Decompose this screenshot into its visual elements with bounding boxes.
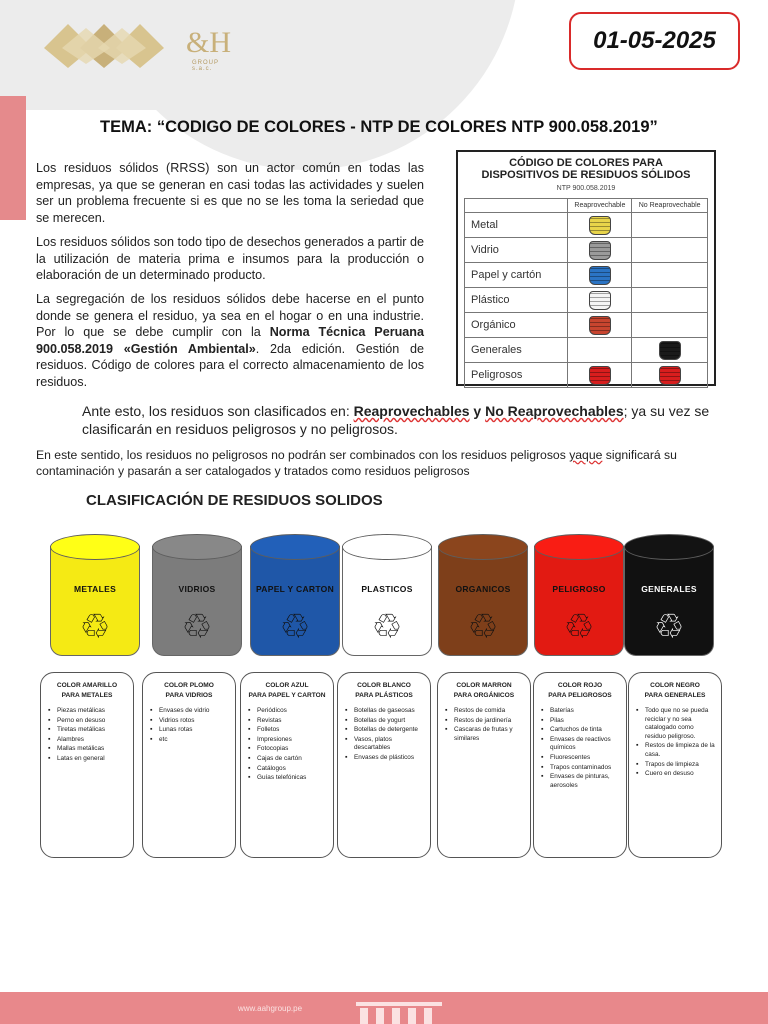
color-table-row	[465, 338, 708, 363]
bin-label: PLASTICOS	[361, 584, 413, 594]
bin-lid	[250, 534, 340, 560]
waste-type-label: Peligrosos	[465, 363, 568, 388]
recycle-icon: ♲	[79, 608, 111, 646]
list-item: ▪ Trapos contaminados	[539, 764, 621, 773]
bin-lid	[534, 534, 624, 560]
card-category-heading: PARA PELIGROSOS	[548, 692, 612, 699]
waste-info-card	[533, 672, 627, 858]
header-no-reaprovechable: No Reaprovechable	[632, 199, 708, 213]
color-table-subtitle: NTP 900.058.2019	[556, 185, 616, 192]
recycle-icon: ♲	[279, 608, 311, 646]
list-item: ▪ Restos de jardinería	[443, 717, 525, 726]
list-item: ▪ Vasos, platos descartables	[343, 736, 425, 753]
waste-bin	[438, 534, 528, 662]
list-item: ▪ Mallas metálicas	[46, 745, 128, 754]
footer-website: www.aahgroup.pe	[238, 1004, 303, 1013]
logo-subtext: GROUP s.a.c.	[192, 60, 219, 72]
color-table-row	[465, 288, 708, 313]
list-item: ▪ Folletos	[246, 726, 328, 735]
logo-text: &H	[186, 26, 231, 59]
color-table-row	[465, 363, 708, 388]
card-category-heading: PARA METALES	[61, 692, 113, 699]
list-item: ▪ Restos de limpieza de la casa.	[634, 742, 716, 759]
color-table-row	[465, 313, 708, 338]
card-category-heading: PARA PAPEL Y CARTON	[248, 692, 326, 699]
waste-bin	[534, 534, 624, 662]
bin-label: PAPEL Y CARTON	[255, 584, 335, 594]
list-item: ▪ Pilas	[539, 717, 621, 726]
list-item: ▪ Tiretas metálicas	[46, 726, 128, 735]
list-item: ▪ Botellas de detergente	[343, 726, 425, 735]
card-category-heading: PARA ORGÁNICOS	[453, 692, 515, 699]
list-item: ▪ Cuero en desuso	[634, 770, 716, 779]
bin-label: ORGANICOS	[455, 584, 511, 594]
recycle-icon: ♲	[371, 608, 403, 646]
bin-swatch-icon	[589, 241, 611, 260]
list-item: ▪ etc	[148, 736, 230, 745]
waste-info-card	[337, 672, 431, 858]
card-category-heading: PARA PLÁSTICOS	[355, 692, 413, 699]
bin-lid	[342, 534, 432, 560]
card-color-heading: COLOR PLOMO	[164, 682, 214, 689]
list-item: ▪ Cajas de cartón	[246, 755, 328, 764]
color-table-title-line1: CÓDIGO DE COLORES PARA	[509, 157, 663, 169]
color-table-title	[458, 157, 714, 181]
card-color-heading: COLOR BLANCO	[357, 682, 411, 689]
list-item: ▪ Cartuchos de tinta	[539, 726, 621, 735]
waste-info-card	[40, 672, 134, 858]
waste-bin	[50, 534, 140, 662]
bin-lid	[152, 534, 242, 560]
card-item-list	[46, 707, 128, 764]
list-item: ▪ Alambres	[46, 736, 128, 745]
waste-bin	[342, 534, 432, 662]
bin-label: PELIGROSO	[552, 584, 606, 594]
logo-diamonds-icon	[40, 12, 180, 68]
bin-swatch-icon	[589, 291, 611, 310]
bin-lid	[438, 534, 528, 560]
list-item: ▪ Revistas	[246, 717, 328, 726]
list-item: ▪ Envases de pinturas, aerosoles	[539, 773, 621, 790]
list-item: ▪ Trapos de limpieza	[634, 761, 716, 770]
list-item: ▪ Fotocopias	[246, 745, 328, 754]
paragraph-hazard	[36, 447, 736, 479]
classification-text-c: y	[469, 403, 486, 419]
waste-type-label: Orgánico	[465, 313, 568, 338]
color-table-row	[465, 213, 708, 238]
list-item: ▪ Lunas rotas	[148, 726, 230, 735]
list-item: ▪ Vidrios rotos	[148, 717, 230, 726]
waste-type-label: Vidrio	[465, 238, 568, 263]
waste-type-label: Metal	[465, 213, 568, 238]
list-item: ▪ Restos de comida	[443, 707, 525, 716]
date-text: 01-05-2025	[593, 27, 716, 54]
bin-swatch-icon	[659, 341, 681, 360]
waste-type-label: Plástico	[465, 288, 568, 313]
list-item: ▪ Envases de vidrio	[148, 707, 230, 716]
paragraph-definition: Los residuos sólidos son todo tipo de desechos generados a partir de la utilización de materia prima e insumos para la producción o elaboración de un determinado producto.	[36, 235, 424, 283]
waste-info-card	[437, 672, 531, 858]
recycle-icon: ♲	[467, 608, 499, 646]
bin-label: METALES	[73, 584, 117, 594]
list-item: ▪ Latas en general	[46, 755, 128, 764]
paragraph-intro: Los residuos sólidos (RRSS) son un actor común en todas las empresas, ya que se generan en casi todas las actividades y suelen ser un problema frecuente si es que no se les toma la seriedad que se merecen.	[36, 161, 424, 225]
classification-text-e: ; ya su vez se clasificarán en residuos peligrosos y no peligrosos.	[82, 403, 710, 437]
topic-title: TEMA: “CODIGO DE COLORES - NTP DE COLORES NTP 900.058.2019”	[100, 118, 658, 136]
recycle-icon: ♲	[653, 608, 685, 646]
reaprovechables-text: Reaprovechables	[353, 403, 470, 419]
building-columns-icon	[352, 996, 446, 1024]
bin-label: GENERALES	[641, 584, 697, 594]
paragraph-classification	[82, 402, 722, 438]
list-item: ▪ Botellas de gaseosas	[343, 707, 425, 716]
waste-bin	[624, 534, 714, 662]
list-item: ▪ Baterías	[539, 707, 621, 716]
waste-type-label: Generales	[465, 338, 568, 363]
company-logo	[40, 12, 240, 72]
recycle-icon: ♲	[563, 608, 595, 646]
paragraph-segregation	[36, 291, 424, 391]
card-item-list	[246, 707, 328, 783]
card-color-heading: COLOR MARRON	[456, 682, 512, 689]
list-item: ▪ Envases de plásticos	[343, 754, 425, 763]
color-table-grid	[464, 198, 708, 388]
hazard-text-a: En este sentido, los residuos no peligrosos no podrán ser combinados con los residuos peligrosos	[36, 448, 570, 462]
color-table-header-row	[465, 199, 708, 213]
color-table-row	[465, 263, 708, 288]
card-item-list	[343, 707, 425, 763]
color-table-row	[465, 238, 708, 263]
list-item: ▪ Perno en desuso	[46, 717, 128, 726]
waste-info-card	[628, 672, 722, 858]
date-badge	[569, 12, 740, 70]
card-color-heading: COLOR AMARILLO	[56, 682, 118, 689]
card-color-heading: COLOR AZUL	[265, 682, 309, 689]
list-item: ▪ Periódicos	[246, 707, 328, 716]
bin-swatch-icon	[589, 216, 611, 235]
bin-swatch-icon	[589, 366, 611, 385]
classification-text-a: Ante esto, los residuos son clasificados en:	[82, 403, 354, 419]
list-item: ▪ Botellas de yogurt	[343, 717, 425, 726]
card-item-list	[443, 707, 525, 743]
yaque-text: yaque	[569, 448, 603, 462]
color-table-title-line2: DISPOSITIVOS DE RESIDUOS SÓLIDOS	[481, 169, 691, 181]
color-code-table	[456, 150, 716, 386]
bin-lid	[624, 534, 714, 560]
hazard-text-c: significará su contaminación y pasarán a ser catalogados y tratados como residuos peligrosos	[36, 448, 677, 478]
bin-lid	[50, 534, 140, 560]
list-item: ▪ Fluorescentes	[539, 754, 621, 763]
bin-label: VIDRIOS	[178, 584, 216, 594]
waste-bin	[250, 534, 340, 662]
no-reaprovechables-text: No Reaprovechables	[485, 403, 624, 419]
left-accent-bar	[0, 96, 26, 220]
list-item: ▪ Todo que no se pueda reciclar y no sea catalogado como residuo peligroso.	[634, 707, 716, 741]
card-item-list	[634, 707, 716, 779]
list-item: ▪ Impresiones	[246, 736, 328, 745]
list-item: ▪ Catálogos	[246, 765, 328, 774]
list-item: ▪ Cascaras de frutas y similares	[443, 726, 525, 743]
bin-swatch-icon	[589, 316, 611, 335]
segregation-text-a: La segregación de los residuos sólidos debe hacerse en el punto donde se genera el residuo, ya sea en el hogar o en una industrie. Por lo que se debe cumplir con la	[36, 292, 424, 340]
card-category-heading: PARA VIDRIOS	[165, 692, 213, 699]
classification-title: CLASIFICACIÓN DE RESIDUOS SOLIDOS	[86, 492, 383, 509]
list-item: ▪ Envases de reactivos químicos	[539, 736, 621, 753]
norma-tecnica-text: Norma Técnica Peruana 900.058.2019 «Gestión Ambiental»	[36, 325, 424, 356]
list-item: ▪ Piezas metálicas	[46, 707, 128, 716]
waste-info-card	[240, 672, 334, 858]
card-color-heading: COLOR NEGRO	[650, 682, 700, 689]
card-item-list	[148, 707, 230, 744]
waste-type-label: Papel y cartón	[465, 263, 568, 288]
list-item: ▪ Guías telefónicas	[246, 774, 328, 783]
waste-bin	[152, 534, 242, 662]
card-color-heading: COLOR ROJO	[557, 682, 603, 689]
card-category-heading: PARA GENERALES	[644, 692, 706, 699]
bin-swatch-icon	[659, 366, 681, 385]
recycle-icon: ♲	[181, 608, 213, 646]
bin-swatch-icon	[589, 266, 611, 285]
segregation-text-c: . 2da edición. Gestión de residuos. Código de colores para el correcto almacenamiento de los residuos.	[36, 341, 424, 389]
waste-info-card	[142, 672, 236, 858]
header-reaprovechable: Reaprovechable	[568, 199, 632, 213]
card-item-list	[539, 707, 621, 790]
